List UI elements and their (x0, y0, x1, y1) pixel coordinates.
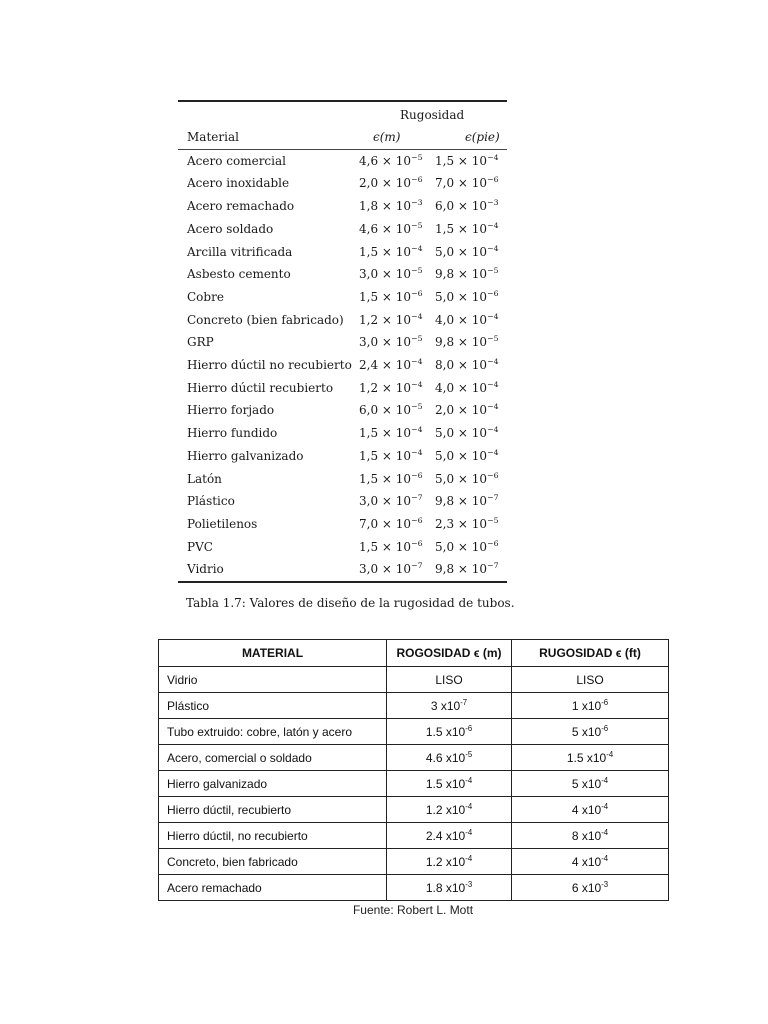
value-exponent: -4 (601, 853, 609, 863)
value-mantissa: 3 x10 (430, 698, 461, 713)
value-exponent: −4 (487, 152, 499, 162)
roughness-m-cell (387, 667, 512, 693)
value-exponent: −3 (487, 198, 499, 208)
roughness-ft-cell (435, 195, 507, 218)
roughness-m-cell (359, 422, 435, 445)
table-row (178, 241, 507, 264)
roughness-m-cell (359, 513, 435, 536)
value-exponent: -4 (465, 827, 473, 837)
value-mantissa: 5,0 × 10 (435, 289, 488, 304)
table2-header-ft: RUGOSIDAD ϵ (ft) (512, 640, 669, 667)
roughness-m-cell (359, 468, 435, 491)
table-row (178, 558, 507, 581)
roughness-m-cell (359, 195, 435, 218)
value-exponent: −5 (411, 152, 423, 162)
value-exponent: −4 (487, 357, 499, 367)
table2-rows (159, 667, 669, 901)
roughness-ft-cell (512, 745, 669, 771)
value-exponent: -3 (465, 879, 473, 889)
material-cell: Cobre (187, 289, 224, 304)
table-row (159, 771, 669, 797)
value-exponent: -7 (460, 697, 468, 707)
table1-bottom-rule (178, 581, 507, 583)
value-exponent: −3 (411, 198, 423, 208)
value-exponent: −4 (411, 357, 423, 367)
value-mantissa: 1,5 × 10 (359, 244, 412, 259)
roughness-m-cell (359, 377, 435, 400)
value-exponent: −7 (487, 493, 499, 503)
table-row (178, 513, 507, 536)
value-mantissa: 2,0 × 10 (359, 176, 412, 191)
value-mantissa: 1,5 × 10 (359, 289, 412, 304)
roughness-m-cell (387, 693, 512, 719)
value-exponent: −6 (487, 175, 499, 185)
value-exponent: −5 (487, 334, 499, 344)
table-row (178, 422, 507, 445)
material-cell: Acero remachado (187, 199, 295, 214)
table-row (178, 490, 507, 513)
value-mantissa: 3,0 × 10 (359, 267, 412, 282)
roughness-ft-cell (512, 771, 669, 797)
table-row (178, 309, 507, 332)
roughness-ft-cell (435, 399, 507, 422)
material-cell: Hierro dúctil recubierto (187, 380, 334, 395)
roughness-ft-cell (512, 823, 669, 849)
value-mantissa: 1,5 × 10 (359, 539, 412, 554)
table-row (159, 849, 669, 875)
table1-body (178, 150, 507, 581)
value-mantissa: 9,8 × 10 (435, 562, 488, 577)
roughness-m-cell (387, 719, 512, 745)
table-row (159, 719, 669, 745)
roughness-ft-cell (435, 445, 507, 468)
value-exponent: −6 (487, 470, 499, 480)
roughness-ft-cell (512, 667, 669, 693)
value-mantissa: 9,8 × 10 (435, 267, 488, 282)
table-row (178, 468, 507, 491)
roughness-ft-cell (435, 422, 507, 445)
value-mantissa: 2,4 × 10 (359, 358, 412, 373)
roughness-m-cell (387, 849, 512, 875)
table1 (178, 126, 537, 149)
value-mantissa: 7,0 × 10 (359, 516, 412, 531)
table2-header-m: ROGOSIDAD ϵ (m) (387, 640, 512, 667)
material-cell: PVC (187, 539, 213, 554)
value-exponent: -4 (465, 801, 473, 811)
value-exponent: −4 (411, 425, 423, 435)
value-exponent: −6 (411, 538, 423, 548)
value-mantissa: 2,0 × 10 (435, 403, 488, 418)
roughness-m-cell (387, 875, 512, 901)
material-cell: Arcilla vitrificada (187, 244, 293, 259)
value-mantissa: 4.6 x10 (425, 750, 466, 765)
value-mantissa: 5,0 × 10 (435, 471, 488, 486)
roughness-ft-cell (435, 558, 507, 581)
material-cell: Hierro dúctil, recubierto (159, 797, 387, 823)
value-mantissa: 3,0 × 10 (359, 494, 412, 509)
value-exponent: −5 (411, 334, 423, 344)
roughness-ft-cell (435, 536, 507, 559)
value-exponent: −4 (411, 379, 423, 389)
roughness-ft-cell (435, 218, 507, 241)
table-row (178, 150, 507, 173)
table1-group-header-row (178, 102, 507, 126)
value-exponent: −5 (487, 515, 499, 525)
value-mantissa: 6,0 × 10 (435, 199, 488, 214)
value-mantissa: 4,0 × 10 (435, 312, 488, 327)
roughness-m-cell (359, 445, 435, 468)
roughness-table-word (158, 639, 669, 901)
value-exponent: −5 (411, 266, 423, 276)
value-mantissa: 1,5 × 10 (359, 448, 412, 463)
value-exponent: −5 (487, 266, 499, 276)
table1-caption: Tabla 1.7: Valores de diseño de la rugosidad de tubos. (186, 596, 515, 610)
roughness-m-cell (387, 771, 512, 797)
value-mantissa: 8,0 × 10 (435, 358, 488, 373)
roughness-m-cell (359, 150, 435, 173)
material-cell: Concreto, bien fabricado (159, 849, 387, 875)
roughness-m-cell (359, 172, 435, 195)
value-mantissa: 1,8 × 10 (359, 199, 412, 214)
value-exponent: −4 (487, 379, 499, 389)
value-exponent: −4 (411, 243, 423, 253)
value-exponent: -4 (601, 801, 609, 811)
value-mantissa: 5 x10 (571, 724, 602, 739)
table-row (178, 536, 507, 559)
value-mantissa: 3,0 × 10 (359, 335, 412, 350)
value-exponent: −4 (487, 402, 499, 412)
value-mantissa: 1,5 × 10 (359, 426, 412, 441)
material-cell: Vidrio (187, 562, 224, 577)
value-mantissa: 8 x10 (571, 828, 602, 843)
value-mantissa: 5 x10 (571, 776, 602, 791)
table-row (159, 667, 669, 693)
roughness-ft-cell (435, 263, 507, 286)
table-row (178, 354, 507, 377)
table1-header-m-text: ϵ(m) (373, 130, 401, 144)
table-row (178, 195, 507, 218)
table1-header-ft (449, 126, 537, 149)
roughness-ft-cell (435, 172, 507, 195)
roughness-ft-cell (435, 513, 507, 536)
table2-header-row (159, 640, 669, 667)
value-mantissa: 1.2 x10 (425, 854, 466, 869)
table-row (159, 797, 669, 823)
value-mantissa: 4 x10 (571, 854, 602, 869)
value-exponent: -4 (606, 749, 614, 759)
roughness-m-cell (387, 745, 512, 771)
value-exponent: −6 (487, 538, 499, 548)
roughness-ft-cell (435, 286, 507, 309)
roughness-m-cell (359, 309, 435, 332)
value-exponent: -3 (601, 879, 609, 889)
table-row (178, 377, 507, 400)
roughness-m-cell (359, 218, 435, 241)
material-cell: Acero comercial (187, 153, 286, 168)
roughness-m-cell (359, 241, 435, 264)
table-row (159, 875, 669, 901)
material-cell: Latón (187, 471, 222, 486)
roughness-ft-cell (512, 719, 669, 745)
roughness-ft-cell (435, 331, 507, 354)
roughness-ft-cell (512, 797, 669, 823)
value-exponent: −6 (411, 175, 423, 185)
value-mantissa: LISO (435, 672, 463, 687)
value-exponent: −4 (487, 220, 499, 230)
value-mantissa: 1 x10 (571, 698, 602, 713)
roughness-ft-cell (435, 241, 507, 264)
value-exponent: −7 (411, 493, 423, 503)
value-mantissa: 3,0 × 10 (359, 562, 412, 577)
material-cell: Hierro dúctil, no recubierto (159, 823, 387, 849)
value-exponent: -4 (465, 775, 473, 785)
roughness-m-cell (359, 331, 435, 354)
value-mantissa: 1,5 × 10 (435, 221, 488, 236)
value-exponent: -4 (601, 827, 609, 837)
value-exponent: −6 (411, 515, 423, 525)
roughness-ft-cell (435, 309, 507, 332)
value-exponent: -6 (465, 723, 473, 733)
table1-rows (178, 150, 507, 581)
value-exponent: −4 (487, 447, 499, 457)
roughness-m-cell (359, 558, 435, 581)
value-mantissa: 4,0 × 10 (435, 380, 488, 395)
material-cell: Plástico (159, 693, 387, 719)
roughness-ft-cell (435, 354, 507, 377)
roughness-m-cell (359, 263, 435, 286)
material-cell: Polietilenos (187, 516, 258, 531)
value-exponent: −4 (487, 425, 499, 435)
value-mantissa: 1.5 x10 (566, 750, 607, 765)
roughness-ft-cell (512, 849, 669, 875)
roughness-m-cell (359, 354, 435, 377)
value-mantissa: 2,3 × 10 (435, 516, 488, 531)
value-mantissa: 5,0 × 10 (435, 244, 488, 259)
value-mantissa: 9,8 × 10 (435, 494, 488, 509)
value-exponent: -6 (601, 723, 609, 733)
table1-header-ft-text: ϵ(pie) (465, 130, 500, 144)
roughness-m-cell (387, 823, 512, 849)
table-row (159, 823, 669, 849)
value-mantissa: 4,6 × 10 (359, 221, 412, 236)
table1-header-m (359, 126, 449, 149)
value-mantissa: 4,6 × 10 (359, 153, 412, 168)
roughness-ft-cell (512, 693, 669, 719)
roughness-m-cell (359, 286, 435, 309)
table-row (178, 399, 507, 422)
material-cell: Concreto (bien fabricado) (187, 312, 344, 327)
material-cell: Hierro fundido (187, 426, 278, 441)
material-cell: Hierro galvanizado (187, 448, 304, 463)
value-mantissa: 9,8 × 10 (435, 335, 488, 350)
value-mantissa: 5,0 × 10 (435, 426, 488, 441)
value-mantissa: 1,5 × 10 (435, 153, 488, 168)
value-mantissa: 6 x10 (571, 880, 602, 895)
material-cell: Tubo extruido: cobre, latón y acero (159, 719, 387, 745)
value-mantissa: 5,0 × 10 (435, 448, 488, 463)
value-exponent: −6 (411, 288, 423, 298)
value-exponent: −6 (411, 470, 423, 480)
value-mantissa: 4 x10 (571, 802, 602, 817)
value-mantissa: 7,0 × 10 (435, 176, 488, 191)
value-mantissa: 2.4 x10 (425, 828, 466, 843)
material-cell: Acero, comercial o soldado (159, 745, 387, 771)
material-cell: Acero soldado (187, 221, 274, 236)
value-exponent: −7 (411, 561, 423, 571)
value-exponent: −4 (411, 447, 423, 457)
value-exponent: -4 (465, 853, 473, 863)
value-exponent: −6 (487, 288, 499, 298)
material-cell: Hierro galvanizado (159, 771, 387, 797)
value-exponent: −4 (487, 243, 499, 253)
roughness-ft-cell (512, 875, 669, 901)
roughness-m-cell (359, 490, 435, 513)
value-mantissa: 6,0 × 10 (359, 403, 412, 418)
roughness-m-cell (359, 536, 435, 559)
value-exponent: −5 (411, 220, 423, 230)
value-mantissa: 1,5 × 10 (359, 471, 412, 486)
table-row (178, 218, 507, 241)
material-cell: Acero inoxidable (187, 176, 290, 191)
table-row (178, 445, 507, 468)
material-cell: Plástico (187, 494, 235, 509)
value-mantissa: 1,2 × 10 (359, 380, 412, 395)
table-row (178, 286, 507, 309)
material-cell: GRP (187, 335, 214, 350)
roughness-ft-cell (435, 468, 507, 491)
value-exponent: -6 (601, 697, 609, 707)
table-row (178, 172, 507, 195)
table1-header-row (178, 126, 537, 149)
material-cell: Hierro forjado (187, 403, 275, 418)
material-cell: Hierro dúctil no recubierto (187, 358, 352, 373)
table1-group-header: Rugosidad (400, 108, 465, 122)
roughness-ft-cell (435, 490, 507, 513)
value-exponent: −7 (487, 561, 499, 571)
value-exponent: −5 (411, 402, 423, 412)
value-mantissa: 5,0 × 10 (435, 539, 488, 554)
value-mantissa: 1.5 x10 (425, 724, 466, 739)
material-cell: Acero remachado (159, 875, 387, 901)
material-cell: Vidrio (159, 667, 387, 693)
table2-header-material: MATERIAL (159, 640, 387, 667)
value-exponent: -4 (601, 775, 609, 785)
value-exponent: -5 (465, 749, 473, 759)
table2-source: Fuente: Robert L. Mott (352, 903, 474, 917)
table1-header-material: Material (187, 130, 239, 144)
value-mantissa: 1,2 × 10 (359, 312, 412, 327)
roughness-m-cell (387, 797, 512, 823)
value-mantissa: 1.5 x10 (425, 776, 466, 791)
table-row (159, 745, 669, 771)
table-row (178, 263, 507, 286)
roughness-m-cell (359, 399, 435, 422)
roughness-table-latex (178, 100, 507, 583)
value-exponent: −4 (487, 311, 499, 321)
roughness-ft-cell (435, 377, 507, 400)
value-mantissa: LISO (576, 672, 604, 687)
roughness-ft-cell (435, 150, 507, 173)
material-cell: Asbesto cemento (187, 267, 291, 282)
value-mantissa: 1.8 x10 (425, 880, 466, 895)
table-row (178, 331, 507, 354)
table-row (159, 693, 669, 719)
value-exponent: −4 (411, 311, 423, 321)
value-mantissa: 1.2 x10 (425, 802, 466, 817)
